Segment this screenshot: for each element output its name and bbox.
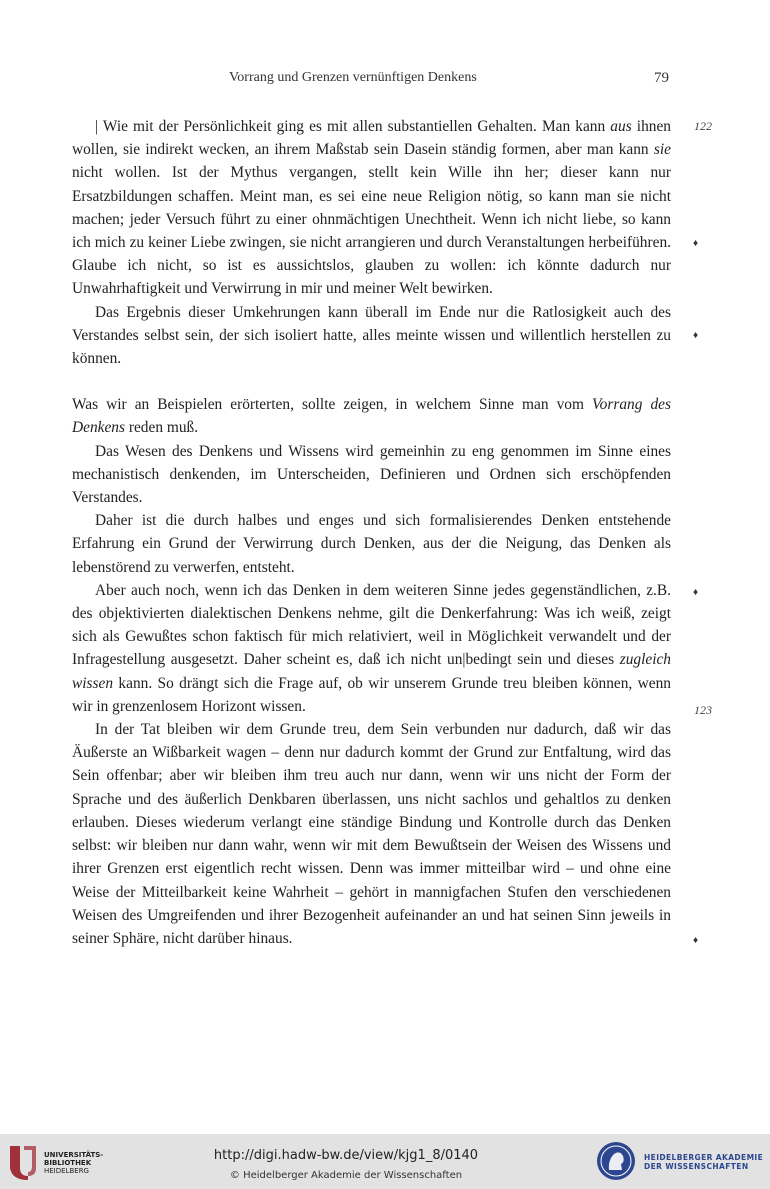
academy-name-line: HEIDELBERGER AKADEMIE	[644, 1153, 764, 1162]
paragraph	[72, 579, 671, 718]
body-text	[72, 115, 671, 950]
emphasis-text: zugleich wissen	[72, 651, 671, 692]
margin-page-ref-122: 122	[694, 119, 712, 133]
emphasis-text: aus	[610, 118, 632, 135]
running-title: Vorrang und Grenzen vernünftigen Denkens	[229, 70, 477, 85]
paragraph	[72, 301, 671, 371]
text-run: Das Wesen des Denkens und Wissens wird gemeinhin zu eng genommen im Sinne eines mechanistisch denkenden, im Unterscheiden, Definieren und Ordnen sich erschöpfenden Verstandes.	[72, 442, 671, 507]
paragraph	[72, 509, 671, 579]
paragraph	[72, 115, 671, 301]
copyright-notice: © Heidelberger Akademie der Wissenschaften	[229, 1170, 463, 1181]
text-run: Was wir an Beispielen erörterten, sollte zeigen, in welchem Sinne man vom	[72, 396, 592, 414]
margin-diamond-icon: ♦	[693, 935, 699, 946]
text-run: ihnen wollen, sie indirekt wecken, an ihrem Maßstab sein Dasein ständig formen, aber man kann	[72, 118, 671, 159]
academy-name-line: DER WISSENSCHAFTEN	[644, 1162, 749, 1171]
text-run: nicht wollen. Ist der Mythus vergangen, stellt kein Wille ihn her; dieser kann nur Ersatzbildungen schaffen. Meint man, es sei eine neue Religion nötig, so kann man sie nicht machen; jeder Versuch führt zu einer ohnmächtigen Unechtheit. Wenn ich nicht liebe, so kann ich mich zu keiner Liebe zwingen, sie nicht arrangieren und durch Veranstaltungen herbeiführen. Glaube ich nicht, so ist es aussichtslos, glauben zu wollen: ich könnte dadurch nur Unwahrhaftigkeit und Verwirrung in mir und meiner Welt bewirken.	[72, 164, 671, 298]
paragraph	[72, 718, 671, 950]
emphasis-text: sie	[653, 141, 671, 159]
library-name-line: BIBLIOTHEK	[44, 1159, 92, 1167]
margin-diamond-icon: ♦	[693, 238, 699, 249]
margin-diamond-icon: ♦	[693, 330, 699, 341]
academy-name	[644, 1153, 763, 1171]
text-run: Das Ergebnis dieser Umkehrungen kann überall im Ende nur die Ratlosigkeit auch des Verstandes selbst sein, der sich isoliert hatte, alles meinte wissen und willentlich herstellen zu können.	[72, 303, 671, 368]
library-name-line: HEIDELBERG	[44, 1167, 89, 1175]
margin-page-ref-123: 123	[694, 703, 712, 717]
text-run: kann. So drängt sich die Frage auf, ob wir unserem Grunde treu bleiben können, wenn wir in grenzenlosem Horizont wissen.	[72, 674, 671, 715]
text-run: reden muß.	[125, 419, 199, 437]
document-url-link[interactable]: http://digi.hadw-bw.de/view/kjg1_8/0140	[213, 1148, 479, 1163]
section-break	[72, 370, 671, 393]
margin-diamond-icon: ♦	[693, 587, 699, 598]
page-number: 79	[654, 70, 669, 86]
footer-bar	[0, 1134, 770, 1189]
text-run: Daher ist die durch halbes und enges und sich formalisierendes Denken entstehende Erfahrung ein Grund der Verwirrung durch Denken, aus der die Neigung, das Denken als lebenstörend zu verwerfen, entsteht.	[72, 512, 671, 576]
paragraph	[72, 440, 671, 510]
text-run: Aber auch noch, wenn ich das Denken in dem weiteren Sinne jedes gegenständlichen, z.B. des objektivierten dialektischen Denkens nehme, gilt die Denkerfahrung: Was ich weiß, zeigt sich als Gewußtes schon faktisch für mich relativiert, weil in Möglichkeit verwandelt und der Infragestellung ausgesetzt. Daher scheint es, daß ich nicht un|bedingt sein und dieses	[72, 581, 671, 669]
library-name-line: UNIVERSITÄTS-	[44, 1151, 104, 1159]
text-run: In der Tat bleiben wir dem Grunde treu, dem Sein verbunden nur dadurch, daß wir das Äußerste an Wißbarkeit wagen – denn nur dadurch kommt der Grund zur Entfaltung, wird das Sein offenbar; aber wir bleiben ihm treu auch nur dann, wenn wir uns nicht der Form der Sprache und des äußerlich Denkbaren überlassen, uns nicht sachlos und gehaltlos zu denken erlauben. Dieses wiederum verlangt eine ständige Bindung und Kontrolle durch das Denken selbst: wir bleiben nur dann wahr, wenn wir mit dem Bewußtsein der Weisen des Wissens und ihrer Grenzen erst eigentlich recht wissen. Denn was immer mitteilbar wird – und ohne eine Weise der Mitteilbarkeit keine Wahrheit – gehört in mannigfachen Stufen den verschiedenen Weisen des Umgreifenden und ihrer Bezogenheit aufeinander an und hat seinen Sinn jeweils in seiner Sphäre, nicht darüber hinaus.	[72, 721, 671, 947]
text-run: | Wie mit der Persönlichkeit ging es mit allen substantiellen Gehalten. Man kann	[95, 118, 611, 135]
paragraph	[72, 393, 671, 439]
emphasis-text: Vorrang des Denkens	[72, 396, 671, 437]
academy-seal-icon	[595, 1140, 637, 1182]
